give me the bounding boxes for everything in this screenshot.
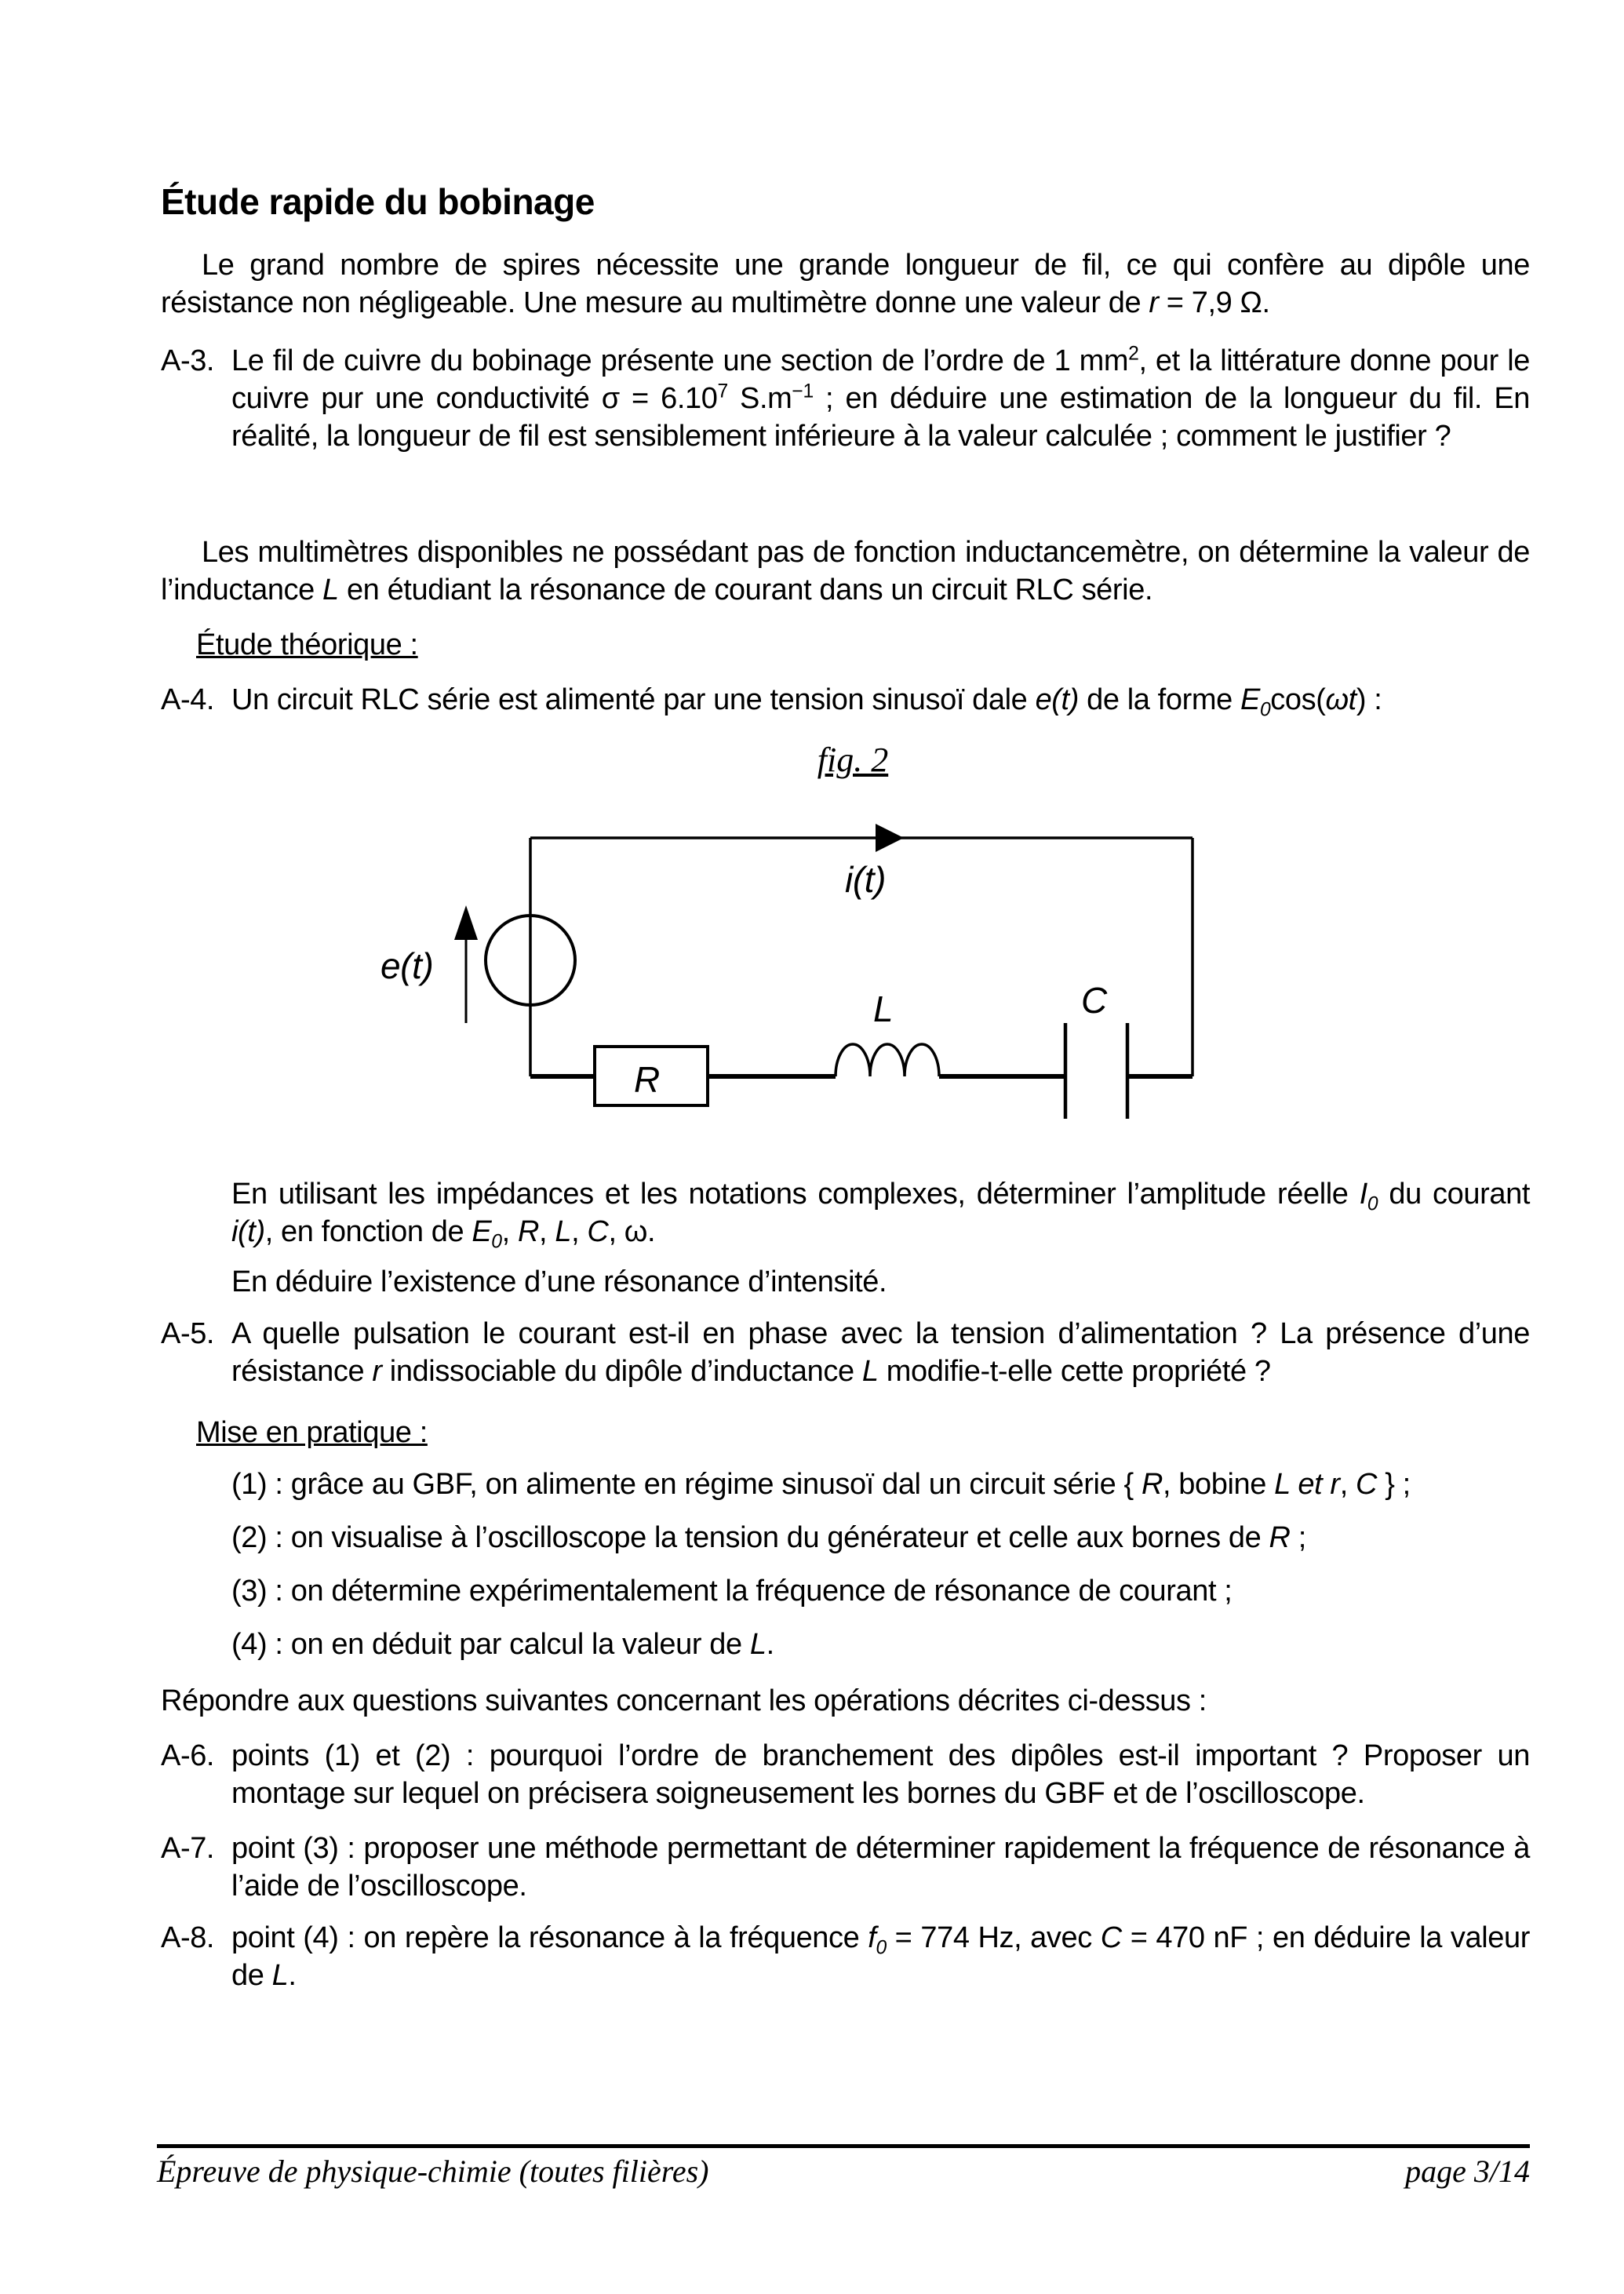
question-a5-text: A quelle pulsation le courant est-il en phase avec la tension d’alimentation ? La présence d’une résistance r indissociable du dipôle d’inductance L modifie-t-elle cette propriété ?	[231, 1316, 1530, 1388]
heading-etude-theorique: Étude théorique :	[196, 628, 418, 661]
figure-2-caption: fig. 2	[817, 740, 889, 779]
inductor-label: L	[873, 988, 894, 1029]
question-a8-label: A-8.	[161, 1921, 215, 1954]
footer-exam-title: Épreuve de physique-chimie (toutes filières)	[157, 2154, 709, 2189]
intro-paragraph: Le grand nombre de spires nécessite une grande longueur de fil, ce qui confère au dipôle une résistance non négligeable. Une mesure au multimètre donne une valeur de r = 7,9 Ω.	[161, 248, 1530, 319]
page-footer	[157, 2153, 1530, 2190]
question-a3	[161, 342, 1530, 455]
practice-step-1: (1) : grâce au GBF, on alimente en régime sinusoï dal un circuit série { R, bobine L et r, C } ;	[231, 1467, 1411, 1501]
question-a4-text: Un circuit RLC série est alimenté par une tension sinusoï dale e(t) de la forme $E_0\cos(\omega t)$ :	[231, 683, 1382, 721]
current-label: i(t)	[845, 858, 887, 900]
figure-2	[345, 741, 1247, 1158]
footer-rule	[157, 2144, 1530, 2148]
question-a3-label: A-3.	[161, 344, 215, 377]
question-a6-text: points (1) et (2) : pourquoi l’ordre de branchement des dipôles est-il important ? Proposer un montage sur lequel on précisera soigneusement les bornes du GBF et de l’oscilloscope.	[231, 1739, 1530, 1810]
question-a8-text: point (4) : on repère la résonance à la fréquence $f_0 = 774$ Hz, avec C = 470 nF ; en déduire la valeur de L.	[231, 1921, 1530, 1992]
current-arrow-icon	[876, 824, 904, 852]
question-a7-label: A-7.	[161, 1831, 215, 1865]
practice-steps	[161, 1466, 1530, 1663]
question-a4-deduce: En déduire l’existence d’une résonance d’intensité.	[231, 1265, 887, 1298]
question-a4	[161, 681, 1530, 719]
question-a4-label: A-4.	[161, 683, 215, 716]
footer-page-number: page 3/14	[1405, 2154, 1530, 2189]
practice-step-2: (2) : on visualise à l’oscilloscope la tension du générateur et celle aux bornes de R ;	[231, 1520, 1306, 1554]
page-title: Étude rapide du bobinage	[161, 180, 595, 222]
heading-mise-en-pratique: Mise en pratique :	[196, 1415, 428, 1449]
question-a3-text: Le fil de cuivre du bobinage présente une section de l’ordre de 1 $mm^2$, et la littérature donne pour le cuivre pur une conductivité $\sigma = 6.10^7$ $S.m^{-1}$ ; en déduire une estimation de la longueur du fil. En réalité, la longueur de fil est sensiblement inférieure à la valeur calculée ; comment le justifier ?	[231, 342, 1530, 453]
rlc-circuit-diagram	[345, 803, 1247, 1149]
question-a5	[161, 1315, 1530, 1390]
source-arrow-icon	[454, 905, 478, 940]
repondre-paragraph: Répondre aux questions suivantes concernant les opérations décrites ci-dessus :	[161, 1684, 1207, 1717]
question-a6	[161, 1737, 1530, 1812]
practice-step-3: (3) : on détermine expérimentalement la fréquence de résonance de courant ;	[231, 1574, 1233, 1608]
practice-step-4: (4) : on en déduit par calcul la valeur de L.	[231, 1627, 774, 1661]
question-a6-label: A-6.	[161, 1739, 215, 1772]
question-a7-text: point (3) : proposer une méthode permettant de déterminer rapidement la fréquence de résonance à l’aide de l’oscilloscope.	[231, 1831, 1530, 1903]
question-a5-label: A-5.	[161, 1316, 215, 1350]
inductor-coil	[836, 1044, 939, 1076]
page-content	[161, 0, 1530, 1994]
resistor-label: R	[634, 1058, 660, 1100]
multimeters-paragraph: Les multimètres disponibles ne possédant pas de fonction inductancemètre, on détermine la valeur de l’inductance L en étudiant la résonance de courant dans un circuit RLC série.	[161, 535, 1530, 606]
capacitor-label: C	[1081, 979, 1107, 1021]
question-a7	[161, 1830, 1530, 1905]
question-a4-continuation: En utilisant les impédances et les notations complexes, déterminer l’amplitude réelle $I_0$ du courant i(t), en fonction de $E_0$, R, L, C, ω.	[231, 1177, 1530, 1253]
question-a8	[161, 1919, 1530, 1994]
source-label: e(t)	[381, 945, 434, 986]
